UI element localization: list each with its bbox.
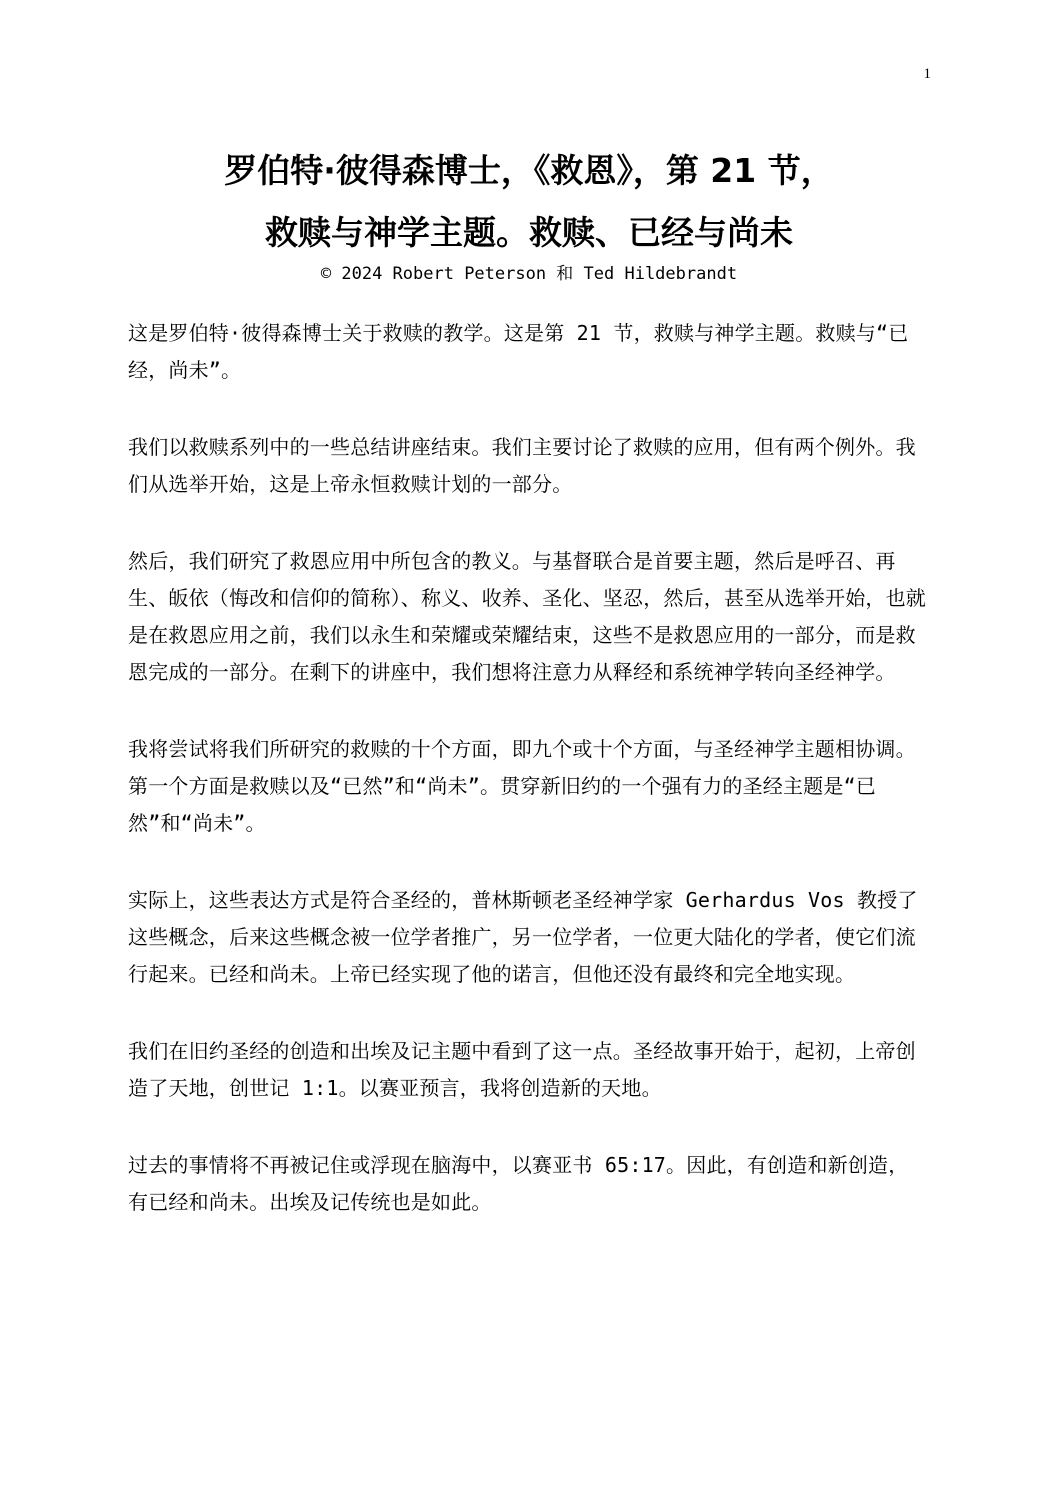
paragraph: 然后，我们研究了救恩应用中所包含的教义。与基督联合是首要主题，然后是呼召、再生、皈依（悔改和信仰的简称）、称义、收养、圣化、坚忍，然后，甚至从选举开始，也就是在救恩应用之前，我们以永生和荣耀或荣耀结束，这些不是救恩应用的一部分，而是救恩完成的一部分。在剩下的讲座中，我们想将注意力从释经和系统神学转向圣经神学。 <box>128 549 926 684</box>
document-title <box>0 140 1058 264</box>
title-line-2: 救赎与神学主题。救赎、已经与尚未 <box>265 213 793 252</box>
paragraph: 过去的事情将不再被记住或浮现在脑海中，以赛亚书 65:17。因此，有创造和新创造，有已经和尚未。出埃及记传统也是如此。 <box>128 1153 909 1214</box>
paragraph: 我将尝试将我们所研究的救赎的十个方面，即九个或十个方面，与圣经神学主题相协调。第一个方面是救赎以及“已然”和“尚未”。贯穿新旧约的一个强有力的圣经主题是“已然”和“尚未”。 <box>128 737 916 835</box>
paragraph: 这是罗伯特·彼得森博士关于救赎的教学。这是第 21 节，救赎与神学主题。救赎与“已经，尚未”。 <box>128 321 909 382</box>
paragraph: 我们在旧约圣经的创造和出埃及记主题中看到了这一点。圣经故事开始于，起初，上帝创造了天地，创世记 1:1。以赛亚预言，我将创造新的天地。 <box>128 1039 916 1100</box>
paragraph: 实际上，这些表达方式是符合圣经的，普林斯顿老圣经神学家 Gerhardus Vos 教授了这些概念，后来这些概念被一位学者推广，另一位学者，一位更大陆化的学者，使它们流行起来。已经和尚未。上帝已经实现了他的诺言，但他还没有最终和完全地实现。 <box>128 888 918 986</box>
document-body <box>128 315 928 1261</box>
page-number: 1 <box>923 66 931 82</box>
paragraph: 我们以救赎系列中的一些总结讲座结束。我们主要讨论了救赎的应用，但有两个例外。我们从选举开始，这是上帝永恒救赎计划的一部分。 <box>128 435 916 496</box>
copyright-line: © 2024 Robert Peterson 和 Ted Hildebrandt <box>320 264 738 284</box>
title-line-1: 罗伯特·彼得森博士，《救恩》，第 21 节， <box>224 151 834 190</box>
